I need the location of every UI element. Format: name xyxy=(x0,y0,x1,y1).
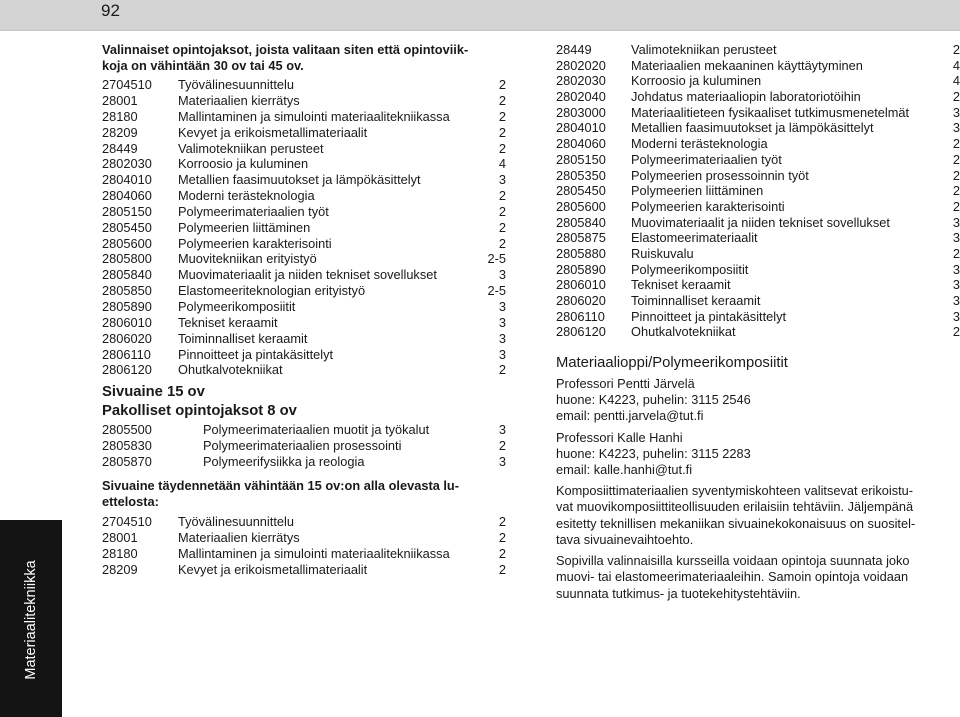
course-code: 2805880 xyxy=(556,245,606,261)
course-name: Valimotekniikan perusteet xyxy=(631,42,777,57)
text-line: Professori Pentti Järvelä xyxy=(556,376,695,392)
course-code: 2802030 xyxy=(102,156,152,172)
text-line: email: pentti.jarvela@tut.fi xyxy=(556,408,704,424)
course-row xyxy=(556,105,960,121)
course-name: Pinnoitteet ja pintakäsittelyt xyxy=(631,308,787,324)
course-name: Ohutkalvotekniikat xyxy=(178,362,283,378)
course-credits: 3 xyxy=(498,172,506,188)
course-credits: 2 xyxy=(498,188,506,204)
course-credits: 2 xyxy=(498,140,506,156)
left-column xyxy=(102,42,506,578)
paragraph-electives xyxy=(556,553,960,602)
course-name: Polymeerimateriaalien muotit ja työkalut xyxy=(203,422,430,438)
course-name: Polymeerifysiikka ja reologia xyxy=(203,454,365,470)
course-code: 2805500 xyxy=(102,422,152,438)
course-code: 2806010 xyxy=(556,277,606,293)
course-row xyxy=(102,220,506,236)
course-row xyxy=(556,168,960,184)
minor-subject-heading: Sivuaine 15 ov xyxy=(102,384,205,401)
course-code: 2805600 xyxy=(556,198,606,214)
paragraph-composites xyxy=(556,483,960,548)
elective-course-list xyxy=(102,77,506,378)
course-row xyxy=(102,347,506,363)
course-code: 2804060 xyxy=(102,188,152,204)
course-name: Materiaalitieteen fysikaaliset tutkimusmenetelmät xyxy=(631,104,910,120)
course-name: Muovimateriaalit ja niiden tekniset sovellukset xyxy=(631,214,890,230)
course-code: 2805450 xyxy=(556,183,606,199)
course-code: 2804010 xyxy=(556,120,606,136)
course-row xyxy=(102,109,506,125)
course-name: Polymeerien liittäminen xyxy=(178,219,311,235)
course-name: Polymeerikomposiitit xyxy=(631,261,749,277)
course-row xyxy=(556,120,960,136)
course-row xyxy=(102,125,506,141)
course-code: 2806110 xyxy=(556,308,605,324)
course-name: Polymeerien liittäminen xyxy=(631,183,764,199)
course-credits: 2 xyxy=(498,438,506,454)
course-row xyxy=(556,324,960,340)
course-row xyxy=(102,141,506,157)
supplementary-course-list xyxy=(102,514,506,577)
course-credits: 4 xyxy=(498,156,506,172)
course-credits: 3 xyxy=(498,422,506,438)
course-name: Moderni terästeknologia xyxy=(178,188,315,204)
course-code: 28209 xyxy=(102,124,138,140)
course-row xyxy=(556,309,960,325)
course-name: Polymeerimateriaalien työt xyxy=(178,203,329,219)
course-row xyxy=(556,246,960,262)
right-column xyxy=(556,42,960,602)
course-code: 2806110 xyxy=(102,346,151,362)
course-credits: 2 xyxy=(952,245,960,261)
course-code: 2704510 xyxy=(102,77,152,93)
course-row xyxy=(556,152,960,168)
course-code: 2802030 xyxy=(556,73,606,89)
course-code: 2805350 xyxy=(556,167,606,183)
course-credits: 3 xyxy=(952,214,960,230)
course-code: 2804010 xyxy=(102,172,152,188)
course-credits: 2 xyxy=(498,362,506,378)
course-row xyxy=(102,267,506,283)
course-name: Työvälinesuunnittelu xyxy=(178,77,294,93)
page-header-bar xyxy=(0,0,960,31)
course-credits: 3 xyxy=(498,346,506,362)
course-credits: 3 xyxy=(498,267,506,283)
course-code: 28001 xyxy=(102,529,138,545)
course-row xyxy=(556,293,960,309)
course-credits: 2 xyxy=(952,198,960,214)
course-row xyxy=(102,315,506,331)
course-row xyxy=(102,188,506,204)
compulsory-course-list xyxy=(102,422,506,470)
course-code: 28209 xyxy=(102,561,138,577)
course-credits: 2 xyxy=(952,89,960,105)
course-name: Polymeerikomposiitit xyxy=(178,299,296,314)
course-code: 2806120 xyxy=(556,324,606,340)
course-code: 2805870 xyxy=(102,454,152,470)
course-credits: 3 xyxy=(498,454,506,470)
text-line: Professori Kalle Hanhi xyxy=(556,429,683,445)
course-code: 2805150 xyxy=(102,203,152,219)
course-code: 2802040 xyxy=(556,89,606,105)
course-row xyxy=(102,438,506,454)
course-row xyxy=(556,42,960,58)
course-name: Toiminnalliset keraamit xyxy=(631,293,761,308)
elective-courses-heading xyxy=(102,42,506,73)
text-line: huone: K4223, puhelin: 3115 2283 xyxy=(556,445,751,461)
course-name: Polymeerien prosessoinnin työt xyxy=(631,167,809,183)
course-row xyxy=(102,454,506,470)
course-credits: 2 xyxy=(498,203,506,219)
course-code: 2704510 xyxy=(102,514,152,530)
course-credits: 2 xyxy=(498,561,506,577)
course-code: 2805150 xyxy=(556,151,606,167)
course-credits: 2 xyxy=(498,108,506,124)
compulsory-courses-heading: Pakolliset opintojaksot 8 ov xyxy=(102,402,297,419)
course-credits: 2 xyxy=(952,167,960,183)
course-credits: 2 xyxy=(498,529,506,545)
course-code: 2803000 xyxy=(556,104,606,120)
course-name: Metallien faasimuutokset ja lämpökäsittelyt xyxy=(631,120,874,136)
course-row xyxy=(556,262,960,278)
course-row xyxy=(102,251,506,267)
text-line: esitetty teknillisen mekaniikan sivuainekokonaisuus on suositel- xyxy=(556,515,916,531)
course-name: Toiminnalliset keraamit xyxy=(178,330,308,346)
course-credits: 4 xyxy=(952,57,960,73)
page-number: 92 xyxy=(101,1,120,20)
course-credits: 2 xyxy=(952,151,960,167)
course-name: Metallien faasimuutokset ja lämpökäsittelyt xyxy=(178,172,421,188)
text-line: huone: K4223, puhelin: 3115 2546 xyxy=(556,392,751,408)
course-name: Elastomeerimateriaalit xyxy=(631,230,758,246)
course-row xyxy=(102,156,506,172)
course-credits: 3 xyxy=(952,308,960,324)
course-row xyxy=(102,236,506,252)
text-line: ettelosta: xyxy=(102,493,159,509)
course-name: Ohutkalvotekniikat xyxy=(631,324,736,340)
course-code: 2806020 xyxy=(556,293,606,308)
course-row xyxy=(556,183,960,199)
course-row xyxy=(102,422,506,438)
course-credits: 3 xyxy=(498,299,506,314)
course-credits: 2 xyxy=(498,77,506,93)
course-code: 2805450 xyxy=(102,219,152,235)
course-code: 2806010 xyxy=(102,314,152,330)
course-row xyxy=(102,93,506,109)
course-code: 2805850 xyxy=(102,283,152,299)
course-name: Muovimateriaalit ja niiden tekniset sovellukset xyxy=(178,267,437,283)
course-credits: 2 xyxy=(498,545,506,561)
course-code: 2805890 xyxy=(556,261,606,277)
course-row xyxy=(556,73,960,89)
course-name: Korroosio ja kuluminen xyxy=(178,156,309,172)
text-line: koja on vähintään 30 ov tai 45 ov. xyxy=(102,57,304,73)
text-line: Sopivilla valinnaisilla kursseilla voidaan opintoja suunnata joko xyxy=(556,553,910,569)
supplementary-courses-heading xyxy=(102,478,506,509)
course-credits: 3 xyxy=(952,120,960,136)
course-name: Elastomeeriteknologian erityistyö xyxy=(178,283,366,299)
course-code: 28180 xyxy=(102,108,138,124)
course-row xyxy=(102,562,506,578)
course-code: 28001 xyxy=(102,93,138,109)
course-row xyxy=(556,136,960,152)
course-row xyxy=(102,283,506,299)
text-line: Valinnaiset opintojaksot, joista valitaan siten että opintoviik- xyxy=(102,42,469,57)
text-line: suunnata tutkimus- ja tuotekehitystehtäviin. xyxy=(556,585,801,601)
course-row xyxy=(556,199,960,215)
course-row xyxy=(556,215,960,231)
course-code: 2805840 xyxy=(556,214,606,230)
course-name: Polymeerien karakterisointi xyxy=(178,235,332,251)
course-credits: 3 xyxy=(498,314,506,330)
course-row xyxy=(102,299,506,315)
course-code: 2805830 xyxy=(102,438,152,454)
course-name: Johdatus materiaaliopin laboratoriotöihin xyxy=(631,89,861,105)
course-credits: 2 xyxy=(952,324,960,340)
course-credits: 2 xyxy=(498,93,506,109)
course-name: Mallintaminen ja simulointi materiaalitekniikassa xyxy=(178,545,450,561)
course-code: 2805800 xyxy=(102,251,152,267)
course-credits: 3 xyxy=(498,330,506,346)
course-row xyxy=(102,77,506,93)
course-row xyxy=(102,362,506,378)
course-credits: 2 xyxy=(952,183,960,199)
course-list-continued xyxy=(556,42,960,340)
side-tab-label: Materiaalitekniikka xyxy=(23,560,39,680)
course-credits: 2 xyxy=(498,219,506,235)
course-row xyxy=(102,546,506,562)
course-row xyxy=(556,58,960,74)
course-name: Tekniset keraamit xyxy=(631,277,731,293)
course-credits: 2 xyxy=(498,124,506,140)
course-credits: 2 xyxy=(952,136,960,152)
course-code: 2805600 xyxy=(102,235,152,251)
text-line: tava sivuainevaihtoehto. xyxy=(556,531,694,547)
course-credits: 3 xyxy=(952,261,960,277)
course-credits: 2-5 xyxy=(487,251,506,267)
course-row xyxy=(102,204,506,220)
course-name: Polymeerien karakterisointi xyxy=(631,198,785,214)
course-code: 28449 xyxy=(556,42,592,57)
course-code: 2804060 xyxy=(556,136,606,152)
course-code: 2806020 xyxy=(102,330,152,346)
course-credits: 2-5 xyxy=(487,283,506,299)
course-name: Materiaalien kierrätys xyxy=(178,93,300,109)
course-row xyxy=(556,230,960,246)
course-code: 2805840 xyxy=(102,267,152,283)
section-side-tab xyxy=(0,520,62,717)
course-name: Moderni terästeknologia xyxy=(631,136,768,152)
course-code: 2802020 xyxy=(556,57,606,73)
course-name: Muovitekniikan erityistyö xyxy=(178,251,317,267)
text-line: muovi- tai elastomeerimateriaaleihin. Samoin opintoja voidaan xyxy=(556,569,909,585)
course-code: 2805875 xyxy=(556,230,606,246)
course-code: 28449 xyxy=(102,140,138,156)
course-name: Työvälinesuunnittelu xyxy=(178,514,294,530)
course-name: Pinnoitteet ja pintakäsittelyt xyxy=(178,346,334,362)
course-name: Materiaalien kierrätys xyxy=(178,529,300,545)
course-name: Tekniset keraamit xyxy=(178,314,278,330)
course-credits: 4 xyxy=(952,73,960,89)
course-credits: 3 xyxy=(952,104,960,120)
text-line: vat muovikomposiittiteollisuuden erilaisiin tehtäviin. Jäljempänä xyxy=(556,499,914,515)
course-code: 2806120 xyxy=(102,362,152,378)
text-line: Komposiittimateriaalien syventymiskohteen valitsevat erikoistu- xyxy=(556,483,914,499)
course-row xyxy=(102,172,506,188)
course-name: Materiaalien mekaaninen käyttäytyminen xyxy=(631,57,863,73)
course-name: Kevyet ja erikoismetallimateriaalit xyxy=(178,124,368,140)
course-code: 28180 xyxy=(102,545,138,561)
course-credits: 3 xyxy=(952,277,960,293)
course-row xyxy=(102,530,506,546)
course-row xyxy=(556,277,960,293)
course-credits: 3 xyxy=(952,230,960,246)
course-row xyxy=(556,89,960,105)
course-row xyxy=(102,331,506,347)
course-credits: 2 xyxy=(952,42,960,57)
course-name: Valimotekniikan perusteet xyxy=(178,140,324,156)
section-title: Materiaalioppi/Polymeerikomposiitit xyxy=(556,355,788,372)
course-name: Polymeerimateriaalien työt xyxy=(631,151,782,167)
course-code: 2805890 xyxy=(102,299,152,314)
course-name: Mallintaminen ja simulointi materiaalitekniikassa xyxy=(178,108,450,124)
course-name: Polymeerimateriaalien prosessointi xyxy=(203,438,402,454)
contact-jarvela xyxy=(556,376,960,425)
course-credits: 3 xyxy=(952,293,960,308)
course-row xyxy=(102,514,506,530)
text-line: email: kalle.hanhi@tut.fi xyxy=(556,462,693,478)
course-name: Korroosio ja kuluminen xyxy=(631,73,762,89)
course-name: Ruiskuvalu xyxy=(631,245,694,261)
course-credits: 2 xyxy=(498,235,506,251)
course-name: Kevyet ja erikoismetallimateriaalit xyxy=(178,561,368,577)
contact-hanhi xyxy=(556,430,960,479)
course-credits: 2 xyxy=(498,514,506,530)
text-line: Sivuaine täydennetään vähintään 15 ov:on alla olevasta lu- xyxy=(102,477,460,493)
